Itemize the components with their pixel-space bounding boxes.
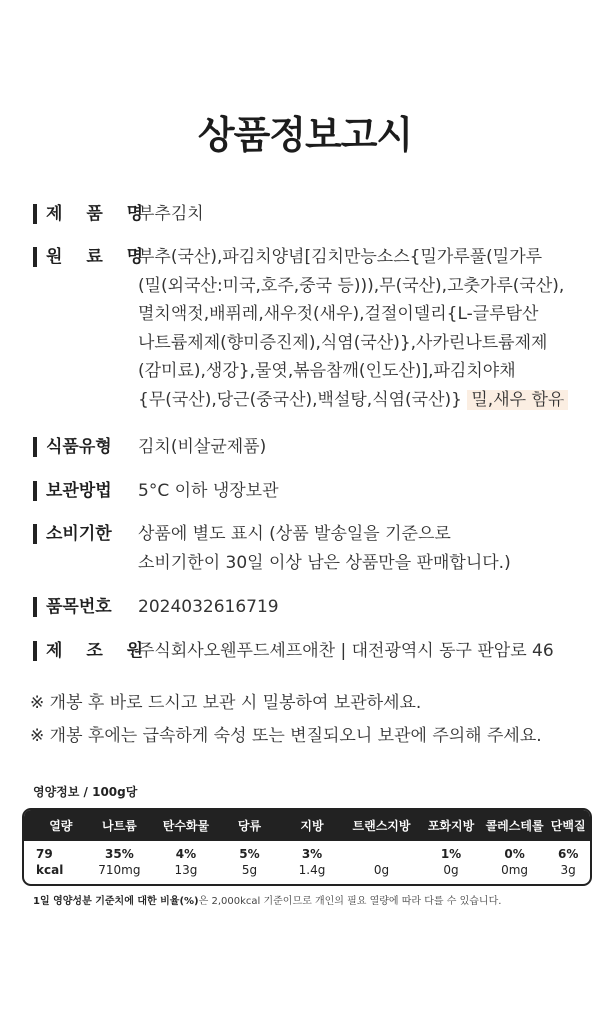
nutrition-header: 지방 — [300, 819, 324, 833]
nutrition-percent: 1% — [440, 847, 462, 861]
nutrition-percent: 3% — [301, 847, 323, 861]
nutrition-footnote — [33, 892, 501, 907]
nutrition-header: 탄수화물 — [162, 819, 210, 833]
nutrition-header: 콜레스테롤 — [485, 819, 544, 833]
nutrition-table — [22, 808, 592, 886]
nutrition-amount: 5g — [241, 863, 258, 877]
notice-text: ※ 개봉 후에는 급속하게 숙성 또는 변질되오니 보관에 주의해 주세요. — [30, 726, 542, 746]
row-label: 제 조 원 — [33, 641, 152, 661]
footnote-rest: 은 2,000kcal 기준이므로 개인의 필요 열량에 따라 다를 수 있습니다. — [198, 896, 502, 907]
nutrition-cell — [344, 846, 419, 878]
row-value-text: {무(국산),당근(중국산),백설탕,식염(국산)} — [138, 389, 462, 410]
row-label: 식품유형 — [33, 437, 112, 457]
row-label: 제 품 명 — [33, 204, 152, 224]
nutrition-amount: 0mg — [501, 863, 529, 877]
row-value — [138, 200, 578, 229]
row-value — [138, 477, 578, 506]
row-label: 원 료 명 — [33, 247, 152, 267]
row-value-line: 2024032616719 — [138, 597, 279, 617]
nutrition-percent: 79 — [36, 847, 53, 861]
nutrition-title: 영양정보 / 100g당 — [33, 785, 138, 799]
nutrition-header: 포화지방 — [427, 819, 475, 833]
row-value — [138, 593, 578, 622]
nutrition-cell — [24, 846, 86, 878]
row-value — [138, 520, 578, 577]
nutrition-percent: 5% — [239, 847, 260, 861]
row-value-line — [138, 386, 578, 415]
row-value-line: 김치(비살균제품) — [138, 437, 267, 457]
row-label: 소비기한 — [33, 524, 112, 544]
row-label: 보관방법 — [33, 481, 112, 501]
nutrition-amount: 3g — [560, 863, 576, 877]
nutrition-cell — [483, 846, 547, 878]
nutrition-header: 나트륨 — [102, 819, 137, 833]
nutrition-percent: 6% — [558, 847, 579, 861]
nutrition-amount: kcal — [36, 863, 64, 877]
row-label: 품목번호 — [33, 597, 112, 617]
nutrition-amount: 0g — [373, 863, 390, 877]
nutrition-value-row — [24, 841, 590, 878]
footnote-bold: 1일 영양성분 기준치에 대한 비율(%) — [33, 896, 199, 907]
nutrition-cell — [86, 846, 154, 878]
nutrition-amount: 0g — [443, 863, 459, 877]
page-title: 상품정보고시 — [197, 113, 413, 157]
row-value-line: 주식회사오웬푸드셰프애찬 | 대전광역시 동구 판암로 46 — [138, 641, 554, 661]
row-value — [138, 637, 578, 666]
row-value-line: 부추(국산),파김치양념[김치만능소스{밀가루풀(밀가루 — [138, 247, 543, 267]
nutrition-percent: 4% — [175, 847, 197, 861]
nutrition-header: 트랜스지방 — [352, 819, 411, 833]
nutrition-percent — [344, 846, 419, 862]
row-value — [138, 243, 578, 414]
nutrition-amount: 710mg — [98, 863, 141, 877]
row-value-line: 부추김치 — [138, 204, 204, 224]
row-value-line: 소비기한이 30일 이상 남은 상품만을 판매합니다.) — [138, 552, 511, 573]
row-value-line: (감미료),생강},물엿,볶음참깨(인도산)],파김치야채 — [138, 361, 516, 381]
row-value-line: (밀(외국산:미국,호주,중국 등))),무(국산),고춧가루(국산), — [138, 275, 565, 296]
nutrition-header: 열량 — [49, 819, 73, 833]
nutrition-amount: 1.4g — [298, 863, 326, 877]
row-value-line: 상품에 별도 표시 (상품 발송일을 기준으로 — [138, 524, 451, 544]
nutrition-cell — [219, 846, 281, 878]
nutrition-cell — [546, 846, 590, 878]
nutrition-percent: 35% — [105, 847, 134, 861]
allergen-badge: 밀,새우 함유 — [467, 390, 568, 410]
row-value-line: 5°C 이하 냉장보관 — [138, 481, 279, 501]
nutrition-header-row — [24, 810, 590, 841]
row-value-line: 나트륨제제(향미증진제),식염(국산)},사카린나트륨제제 — [138, 332, 548, 353]
nutrition-cell — [153, 846, 219, 878]
nutrition-cell — [419, 846, 483, 878]
nutrition-header: 단백질 — [550, 819, 586, 833]
nutrition-percent: 0% — [504, 847, 525, 861]
nutrition-amount: 13g — [174, 863, 198, 877]
row-value-line: 멸치액젓,배퓌레,새우젓(새우),걸절이델리{L-글루탐산 — [138, 304, 539, 324]
nutrition-header: 당류 — [237, 819, 262, 833]
row-value — [138, 433, 578, 462]
nutrition-cell — [280, 846, 344, 878]
notice-text: ※ 개봉 후 바로 드시고 보관 시 밀봉하여 보관하세요. — [30, 693, 422, 713]
